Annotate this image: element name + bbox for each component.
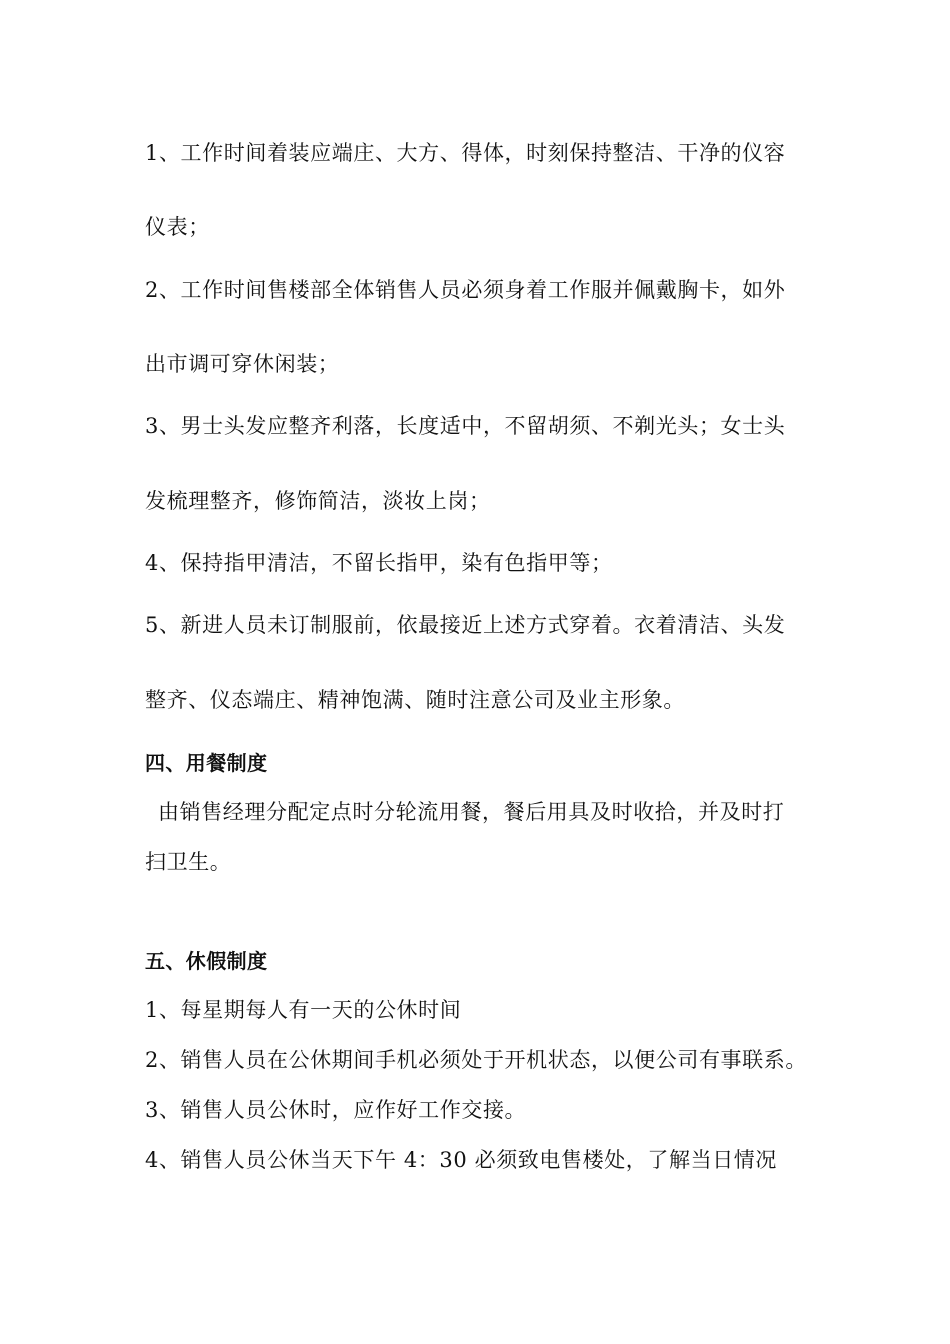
leave-item-3: 3、销售人员公休时，应作好工作交接。 [145,1098,527,1122]
leave-item-1: 1、每星期每人有一天的公休时间 [145,998,462,1022]
dress-item-2-line-2: 出市调可穿休闲装； [145,352,340,376]
dress-item-1-line-2: 仪表； [145,215,210,239]
dress-item-3-line-2: 发梳理整齐，修饰简洁，淡妆上岗； [145,489,491,513]
meal-heading: 四、用餐制度 [145,751,268,775]
dress-item-1-line-1: 1、工作时间着装应端庄、大方、得体，时刻保持整洁、干净的仪容 [145,141,786,165]
dress-item-5-line-1: 5、新进人员未订制服前，依最接近上述方式穿着。衣着清洁、头发 [145,613,786,637]
leave-item-4: 4、销售人员公休当天下午 4：30 必须致电售楼处，了解当日情况 [145,1148,777,1172]
dress-item-2-line-1: 2、工作时间售楼部全体销售人员必须身着工作服并佩戴胸卡，如外 [145,278,786,302]
leave-item-2: 2、销售人员在公休期间手机必须处于开机状态，以便公司有事联系。 [145,1048,807,1072]
meal-line-2: 扫卫生。 [145,850,232,874]
meal-line-1: 由销售经理分配定点时分轮流用餐，餐后用具及时收拾，并及时打 [158,800,785,824]
dress-item-5-line-2: 整齐、仪态端庄、精神饱满、随时注意公司及业主形象。 [145,688,685,712]
leave-heading: 五、休假制度 [145,949,268,973]
dress-item-4-line-1: 4、保持指甲清洁，不留长指甲，染有色指甲等； [145,551,613,575]
dress-item-3-line-1: 3、男士头发应整齐利落，长度适中，不留胡须、不剃光头；女士头 [145,414,786,438]
